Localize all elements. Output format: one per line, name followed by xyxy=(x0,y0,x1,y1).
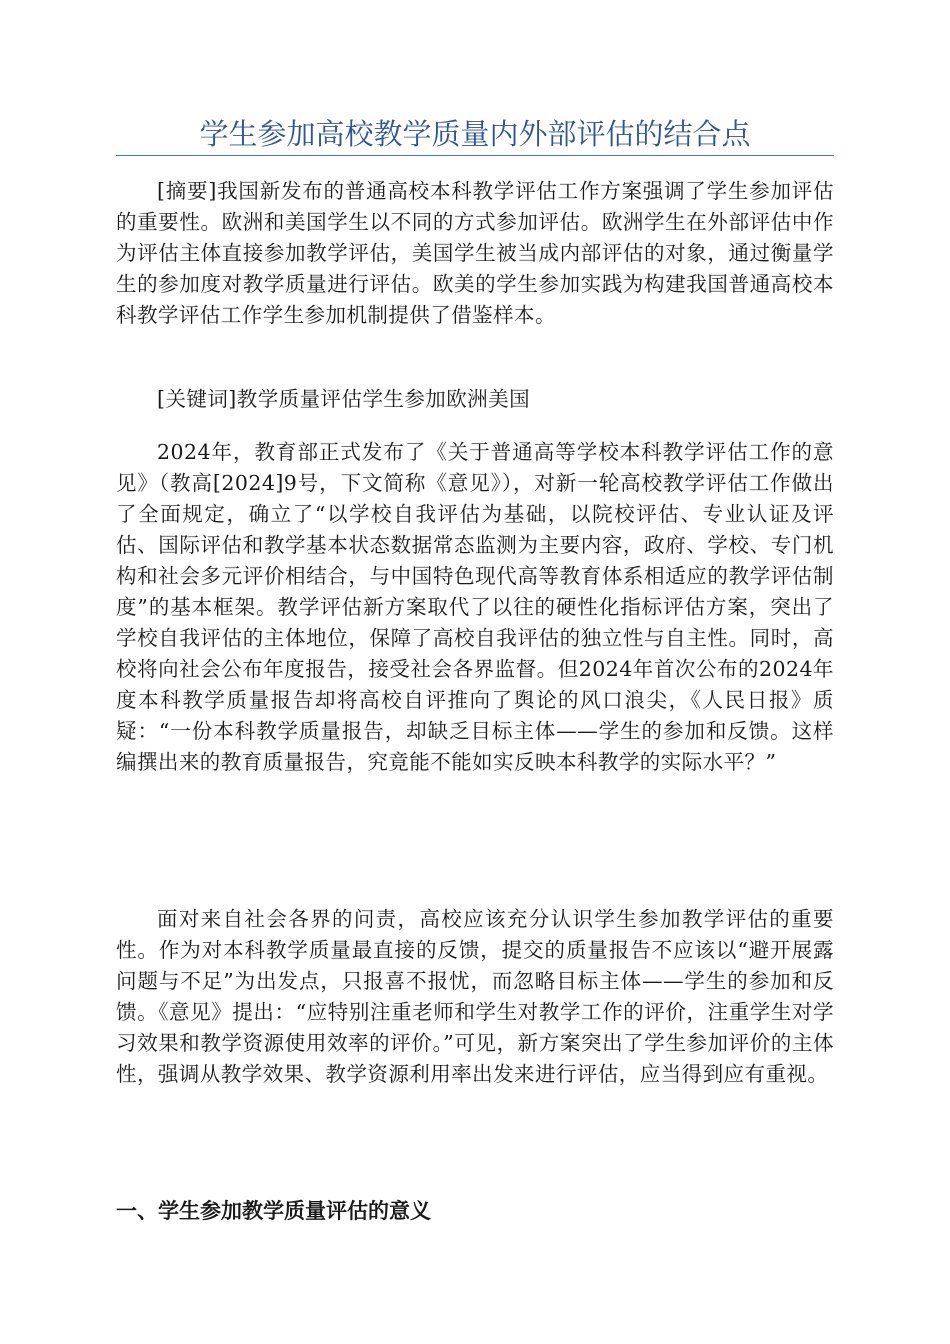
body-paragraph-2: 面对来自社会各界的问责，高校应该充分认识学生参加教学评估的重要性。作为对本科教学质量最直接的反馈，提交的质量报告不应该以“避开展露问题与不足”为出发点，只报喜不报忧，而忽略目标主体——学生的参加和反馈。《意见》提出：“应特别注重老师和学生对教学工作的评价，注重学生对学习效果和教学资源使用效率的评价。”可见，新方案突出了学生参加评价的主体性，强调从教学效果、教学资源利用率出发来进行评估，应当得到应有重视。 xyxy=(116,907,834,1086)
keywords-paragraph: [关键词]教学质量评估学生参加欧洲美国 xyxy=(157,387,531,411)
abstract-paragraph: [摘要]我国新发布的普通高校本科教学评估工作方案强调了学生参加评估的重要性。欧洲和美国学生以不同的方式参加评估。欧洲学生在外部评估中作为评估主体直接参加教学评估，美国学生被当成内部评估的对象，通过衡量学生的参加度对教学质量进行评估。欧美的学生参加实践为构建我国普通高校本科教学评估工作学生参加机制提供了借鉴样本。 xyxy=(116,179,834,327)
document-page xyxy=(116,0,834,1344)
title-underline xyxy=(116,155,834,156)
section-heading: 一、学生参加教学质量评估的意义 xyxy=(116,1199,431,1223)
document-title: 学生参加高校教学质量内外部评估的结合点 xyxy=(199,117,751,151)
body-paragraph-1: 2024年，教育部正式发布了《关于普通高等学校本科教学评估工作的意见》（教高[2024]9号，下文简称《意见》），对新一轮高校教学评估工作做出了全面规定，确立了“以学校自我评估为基础，以院校评估、专业认证及评估、国际评估和教学基本状态数据常态监测为主要内容，政府、学校、专门机构和社会多元评价相结合，与中国特色现代高等教育体系相适应的教学评估制度”的基本框架。教学评估新方案取代了以往的硬性化指标评估方案，突出了学校自我评估的主体地位，保障了高校自我评估的独立性与自主性。同时，高校将向社会公布年度报告，接受社会各界监督。但2024年首次公布的2024年度本科教学质量报告却将高校自评推向了舆论的风口浪尖，《人民日报》质疑：“一份本科教学质量报告，却缺乏目标主体——学生的参加和反馈。这样编撰出来的教育质量报告，究竟能不能如实反映本科教学的实际水平？” xyxy=(116,440,834,774)
